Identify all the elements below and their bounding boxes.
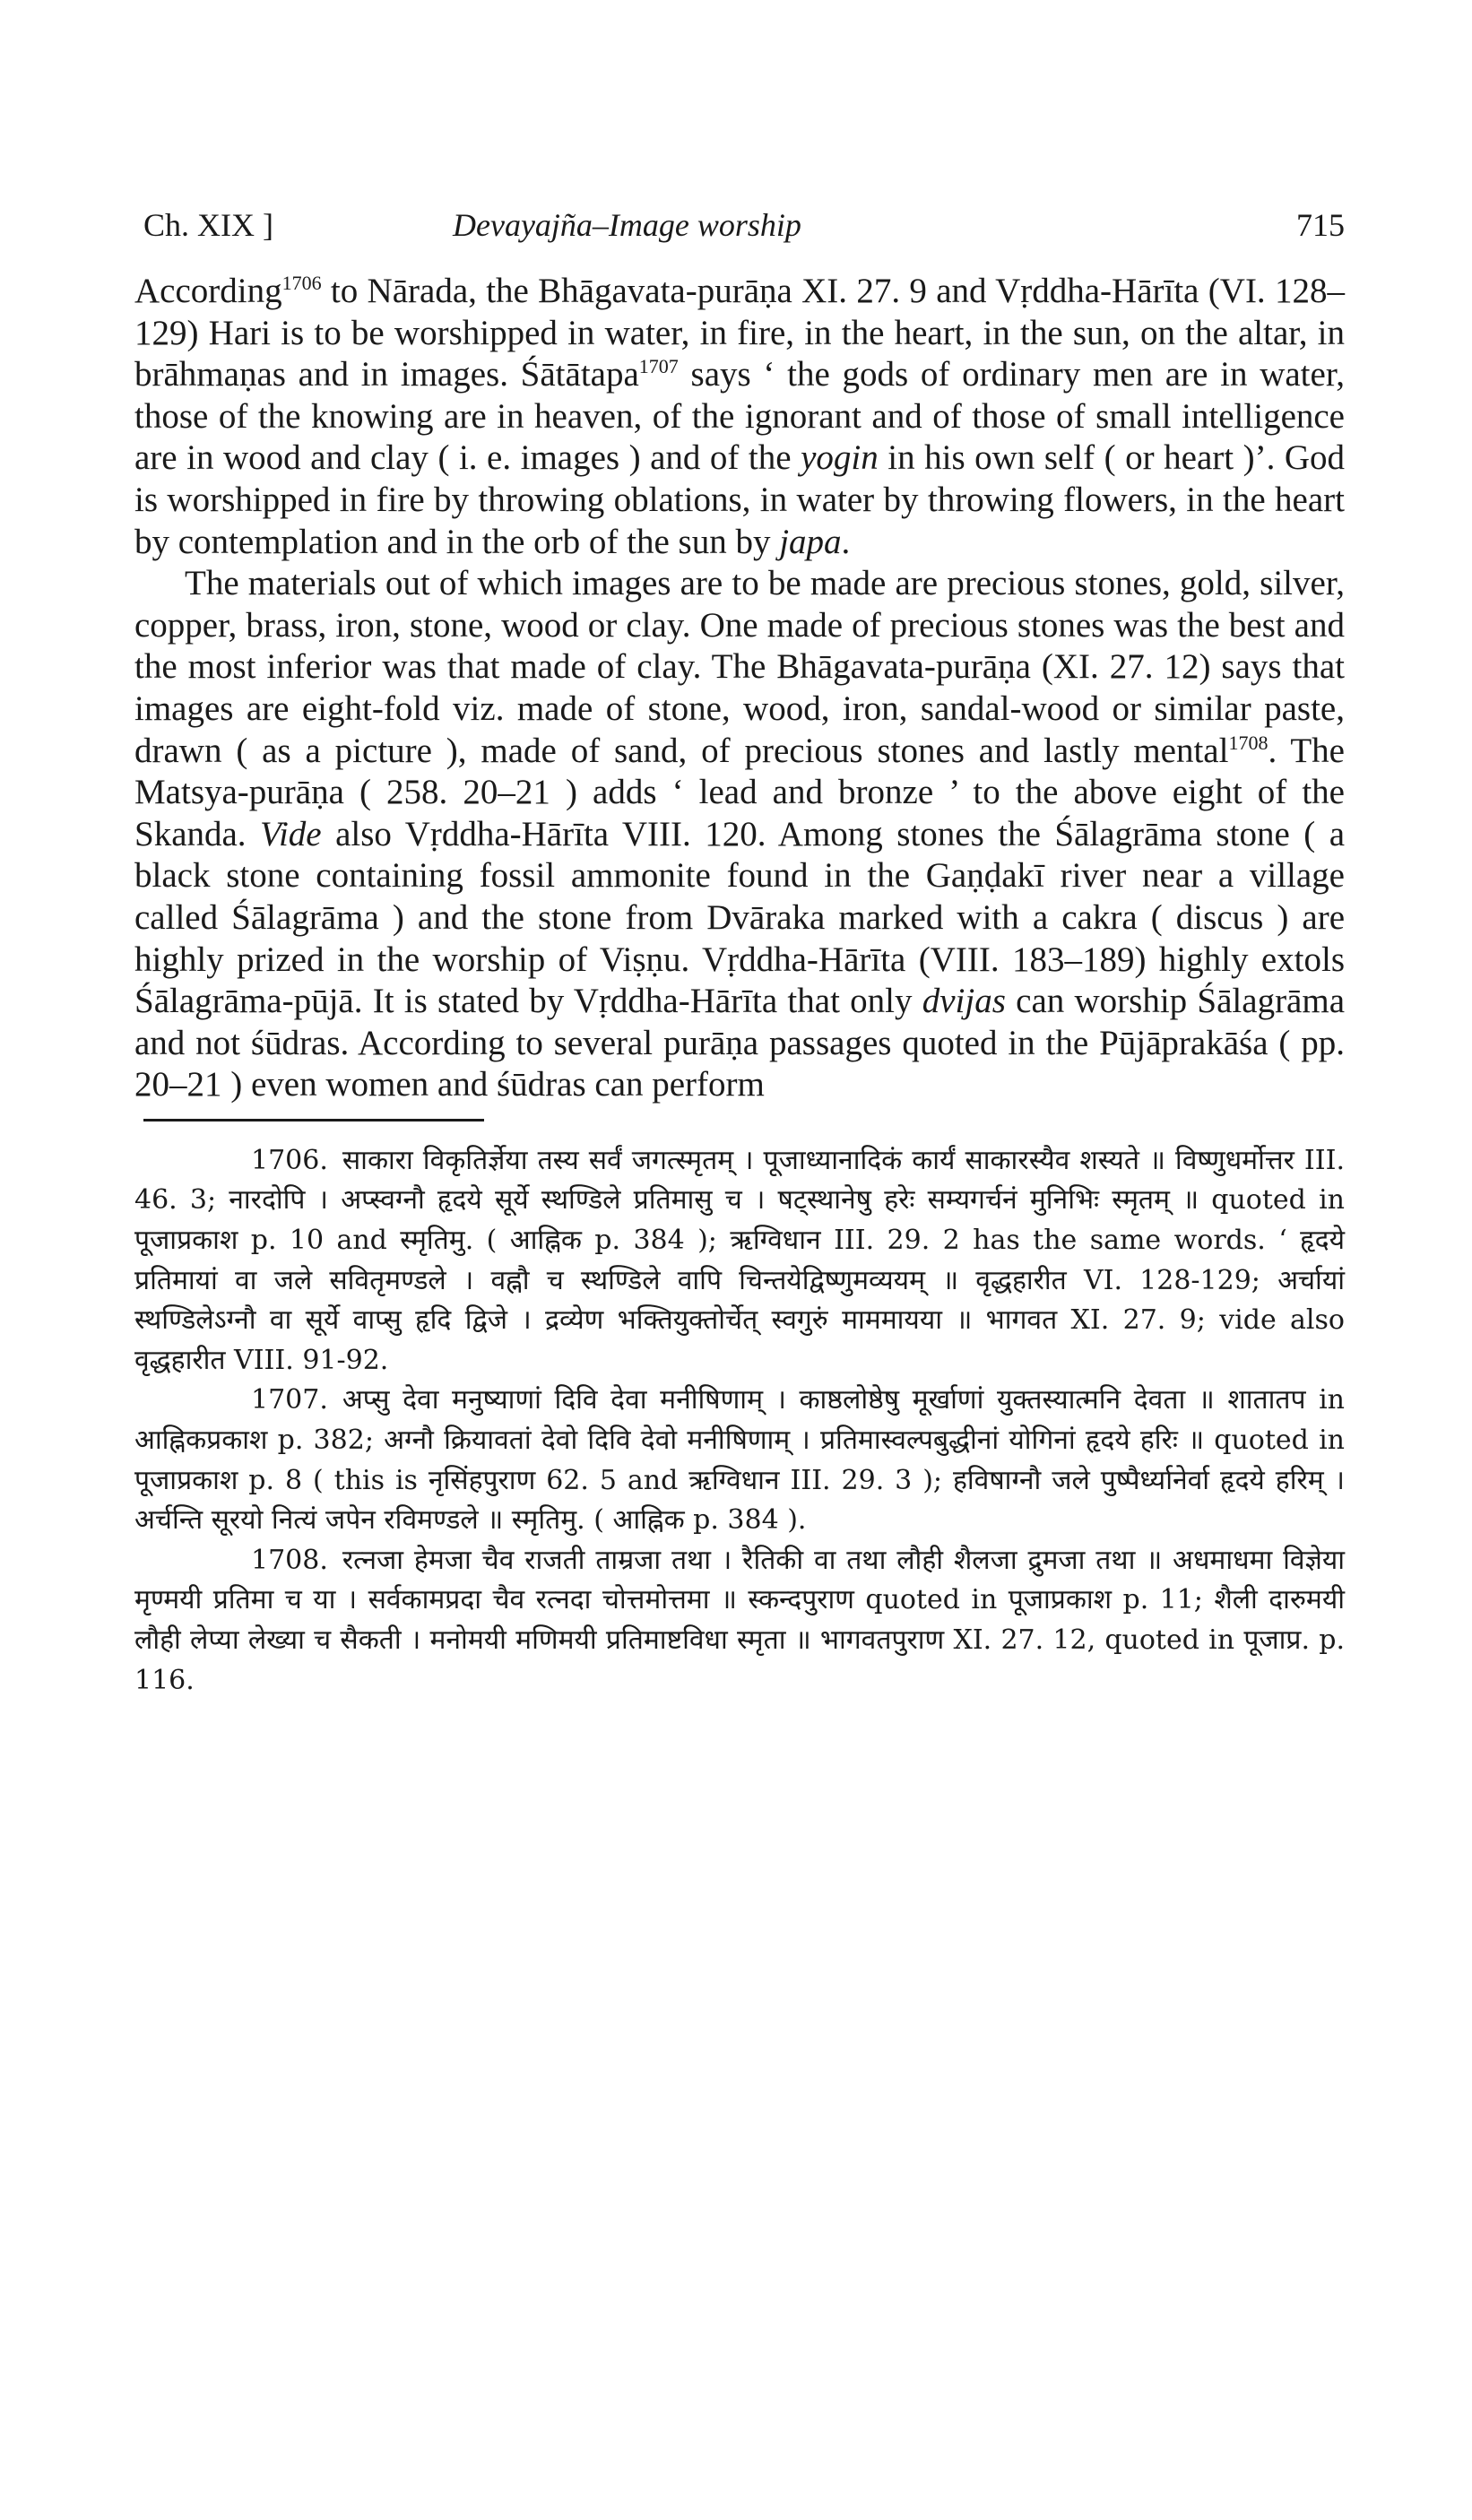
footnote-1708 [134,1541,1345,1701]
text-run: According [134,272,282,310]
chapter-title: Devayajña–Image worship [453,207,801,243]
text-run: can worship Śālagrāma and not śūdras. According to several purāṇa passages quoted in the Pūjāprakāśa ( pp. 20–21 ) even women and śūdras can perform [134,982,1346,1104]
paragraph-2 [134,563,1345,1106]
italic-term: dvijas [922,982,1006,1021]
italic-term: japa [779,522,842,561]
footnote-number: 1706. [251,1144,328,1176]
chapter-label: Ch. XIX ] [143,207,273,243]
book-page [134,195,1345,1701]
footnote-text: अप्सु देवा मनुष्याणां दिवि देवा मनीषिणाम् । काष्ठलोष्ठेषु मूर्खाणां युक्तस्यात्मनि देवता ॥ शातातप in आह्निकप्रकाश p. 382; अग्नौ क्रियावतां देवो दिवि देवो मनीषिणाम् । प्रतिमास्वल्पबुद्धीनां योगिनां हृदये हरिः ॥ quoted in पूजाप्रकाश p. 8 ( this is नृसिंहपुराण 62. 5 and ऋग्विधान III. 29. 3 ); हविषाग्नौ जले पुष्पैर्ध्यानेर्वा हृदये हरिम् । अर्चन्ति सूरयो नित्यं जपेन रविमण्डले ॥ स्मृतिमु. ( आह्निक p. 384 ). [134,1384,1345,1537]
italic-term: Vide [260,814,322,853]
running-head [134,195,1345,249]
page-number: 715 [1296,207,1345,243]
text-run: says ‘ the gods of ordinary men are in water, those of the knowing are in heaven, of the ignorant and of those of small intelligence are in wood and clay ( i. e. images ) and of the [134,355,1345,478]
italic-term: yogin [801,438,879,478]
text-run: The materials out of which images are to be made are precious stones, gold, silver, copper, brass, iron, stone, wood or clay. One made of precious stones was the best and the most inferior was that made of clay. The Bhāgavata-purāṇa (XI. 27. 12) says that images are eight-fold viz. made of stone, wood, iron, sandal-wood or similar paste, drawn ( as a picture ), made of sand, of precious stones and lastly mental [134,564,1345,770]
paragraph-1 [134,271,1345,563]
footnote-text: रत्नजा हेमजा चैव राजती ताम्रजा तथा । रैतिकी वा तथा लौही शैलजा द्रुमजा तथा ॥ अधमाधमा विज्ञेया मृण्मयी प्रतिमा च या । सर्वकामप्रदा चैव रत्नदा चोत्तमोत्तमा ॥ स्कन्दपुराण quoted in पूजाप्रकाश p. 11; शैली दारुमयी लौही लेप्या लेख्या च सैकती । मनोमयी मणिमयी प्रतिमाष्टविधा स्मृता ॥ भागवतपुराण XI. 27. 12, quoted in पूजाप्र. p. 116. [134,1544,1345,1696]
footnotes [134,1141,1345,1701]
footnote-ref-1706: 1706 [281,272,322,294]
footnote-1707 [134,1381,1345,1540]
text-run: . The Matsya-purāṇa ( 258. 20–21 ) adds ‘ lead and bronze ’ to the above eight of the Skanda. [134,731,1345,853]
footnote-ref-1708: 1708 [1228,731,1269,754]
text-run: to Nārada, the Bhāgavata-purāṇa XI. 27. 9 and Vṛddha-Hārīta (VI. 128–129) Hari is to be worshipped in water, in fire, in the heart, in the sun, on the altar, in brāhmaṇas and in images. Śātātapa [134,272,1345,394]
footnote-ref-1707: 1707 [638,355,679,378]
text-run: . [841,522,851,561]
text-run: in his own self ( or heart )’. God is worshipped in fire by throwing oblations, in water by throwing flowers, in the heart by contemplation and in the orb of the sun by [134,438,1346,561]
footnote-text: साकारा विकृतिर्ज्ञेया तस्य सर्वं जगत्स्मृतम् । पूजाध्यानादिकं कार्यं साकारस्यैव शस्यते ॥ विष्णुधर्मोत्तर III. 46. 3; नारदोपि । अप्स्वग्नौ हृदये सूर्ये स्थण्डिले प्रतिमासु च । षट्स्थानेषु हरेः सम्यगर्चनं मुनिभिः स्मृतम् ॥ quoted in पूजाप्रकाश p. 10 and स्मृतिमु. ( आह्निक p. 384 ); ऋग्विधान III. 29. 2 has the same words. ‘ हृदये प्रतिमायां वा जले सवितृमण्डले । वह्नौ च स्थण्डिले वापि चिन्तयेद्विष्णुमव्ययम् ॥ वृद्धहारीत VI. 128-129; अर्चायां स्थण्डिलेऽग्नौ वा सूर्ये वाप्सु हृदि द्विजे । द्रव्येण भक्तियुक्तोर्चेत् स्वगुरुं माममायया ॥ भागवत XI. 27. 9; vide also वृद्धहारीत VIII. 91-92. [134,1144,1345,1376]
footnote-divider [143,1119,484,1121]
footnote-number: 1707. [251,1384,328,1416]
footnote-1706 [134,1141,1345,1381]
text-run: also Vṛddha-Hārīta VIII. 120. Among stones the Śālagrāma stone ( a black stone containing fossil ammonite found in the Gaṇḍakī river near a village called Śālagrāma ) and the stone from Dvāraka marked with a cakra ( discus ) are highly prized in the worship of Viṣṇu. Vṛddha-Hārīta (VIII. 183–189) highly extols Śālagrāma-pūjā. It is stated by Vṛddha-Hārīta that only [134,814,1346,1021]
footnote-number: 1708. [251,1544,328,1576]
main-text [134,271,1345,1106]
